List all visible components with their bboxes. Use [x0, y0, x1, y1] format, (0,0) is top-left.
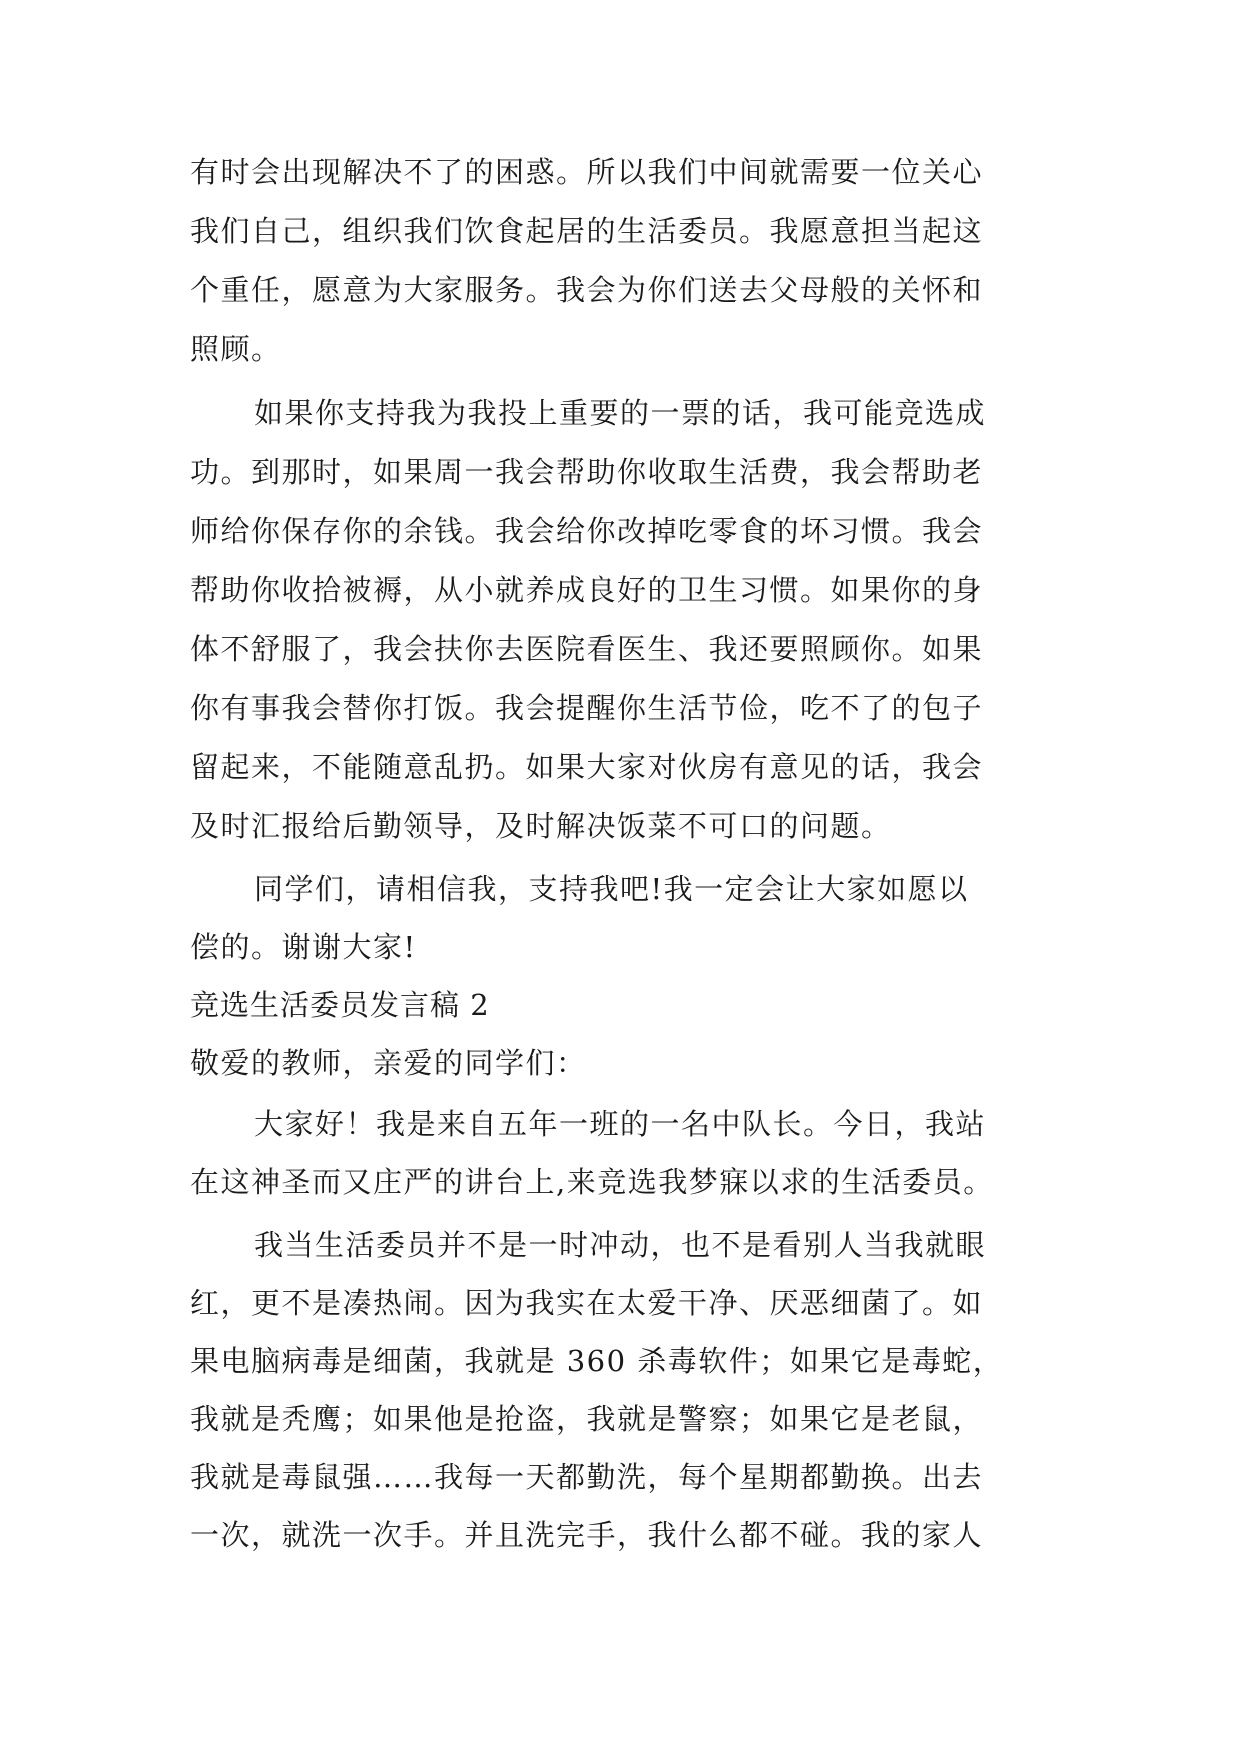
paragraph-line: 照顾。	[190, 332, 282, 366]
paragraph-line: 你有事我会替你打饭。我会提醒你生活节俭，吃不了的包子	[190, 691, 984, 725]
paragraph-line: 偿的。谢谢大家!	[190, 930, 417, 964]
paragraph-line: 体不舒服了，我会扶你去医院看医生、我还要照顾你。如果	[190, 632, 984, 666]
paragraph-line: 有时会出现解决不了的困惑。所以我们中间就需要一位关心	[190, 155, 984, 189]
paragraph-line: 一次，就洗一次手。并且洗完手，我什么都不碰。我的家人	[190, 1518, 984, 1552]
paragraph-line: 大家好！我是来自五年一班的一名中队长。今日，我站	[254, 1107, 987, 1141]
paragraph-line: 红，更不是凑热闹。因为我实在太爱干净、厌恶细菌了。如	[190, 1286, 984, 1320]
paragraph-line: 帮助你收拾被褥，从小就养成良好的卫生习惯。如果你的身	[190, 573, 984, 607]
paragraph-line: 在这神圣而又庄严的讲台上,来竞选我梦寐以求的生活委员。	[190, 1165, 994, 1199]
paragraph-line: 我就是秃鹰；如果他是抢盗，我就是警察；如果它是老鼠，	[190, 1402, 984, 1436]
section-title: 竞选生活委员发言稿 2	[190, 988, 490, 1022]
paragraph-line: 个重任，愿意为大家服务。我会为你们送去父母般的关怀和	[190, 273, 984, 307]
paragraph-line: 我就是毒鼠强……我每一天都勤洗，每个星期都勤换。出去	[190, 1460, 984, 1494]
paragraph-line: 功。到那时，如果周一我会帮助你收取生活费，我会帮助老	[190, 455, 984, 489]
paragraph-line: 我们自己，组织我们饮食起居的生活委员。我愿意担当起这	[190, 214, 984, 248]
paragraph-line: 同学们，请相信我，支持我吧!我一定会让大家如愿以	[254, 872, 969, 906]
paragraph-line: 我当生活委员并不是一时冲动，也不是看别人当我就眼	[254, 1228, 987, 1262]
salutation: 敬爱的教师，亲爱的同学们：	[190, 1046, 587, 1080]
paragraph-line: 及时汇报给后勤领导，及时解决饭菜不可口的问题。	[190, 809, 892, 843]
paragraph-line: 如果你支持我为我投上重要的一票的话，我可能竞选成	[254, 396, 987, 430]
paragraph-line: 留起来，不能随意乱扔。如果大家对伙房有意见的话，我会	[190, 750, 984, 784]
paragraph-line: 果电脑病毒是细菌，我就是 360 杀毒软件；如果它是毒蛇，	[190, 1344, 1004, 1378]
paragraph-line: 师给你保存你的余钱。我会给你改掉吃零食的坏习惯。我会	[190, 514, 984, 548]
